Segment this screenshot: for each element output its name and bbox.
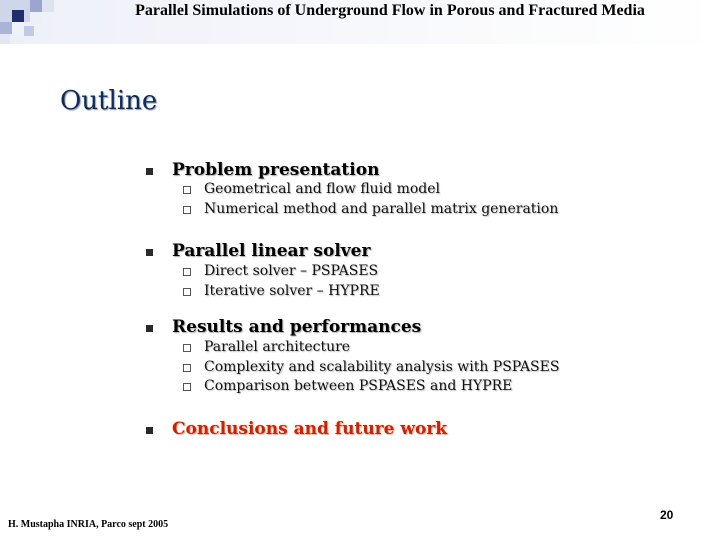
- bullet-icon: [146, 249, 153, 256]
- checkbox-bullet-icon: [183, 186, 191, 194]
- checkbox-bullet-icon: [183, 383, 191, 391]
- header-title: Parallel Simulations of Underground Flow in Porous and Fractured Media: [135, 2, 645, 19]
- footer-author: H. Mustapha INRIA, Parco sept 2005: [8, 519, 169, 530]
- checkbox-bullet-icon: [183, 364, 191, 372]
- outline-item: Parallel architecture: [204, 339, 351, 355]
- outline-section-3: Results and performances: [172, 317, 422, 337]
- outline-item: Numerical method and parallel matrix generation: [204, 201, 559, 217]
- outline-section-1: Problem presentation: [172, 160, 380, 180]
- outline-item: Geometrical and flow fluid model: [204, 181, 441, 197]
- outline-section-2: Parallel linear solver: [172, 241, 371, 261]
- checkbox-bullet-icon: [183, 206, 191, 214]
- bullet-icon: [146, 325, 153, 332]
- page-number: 20: [660, 508, 674, 522]
- slide-title: Outline: [60, 86, 158, 116]
- logo-squares-decoration: [0, 0, 70, 48]
- checkbox-bullet-icon: [183, 268, 191, 276]
- outline-section-4: Conclusions and future work: [172, 419, 448, 439]
- bullet-icon: [146, 168, 153, 175]
- checkbox-bullet-icon: [183, 344, 191, 352]
- outline-item: Direct solver – PSPASES: [204, 263, 379, 279]
- outline-item: Comparison between PSPASES and HYPRE: [204, 378, 513, 394]
- checkbox-bullet-icon: [183, 288, 191, 296]
- outline-item: Iterative solver – HYPRE: [204, 283, 380, 299]
- bullet-icon: [146, 427, 153, 434]
- outline-item: Complexity and scalability analysis with PSPASES: [204, 359, 560, 375]
